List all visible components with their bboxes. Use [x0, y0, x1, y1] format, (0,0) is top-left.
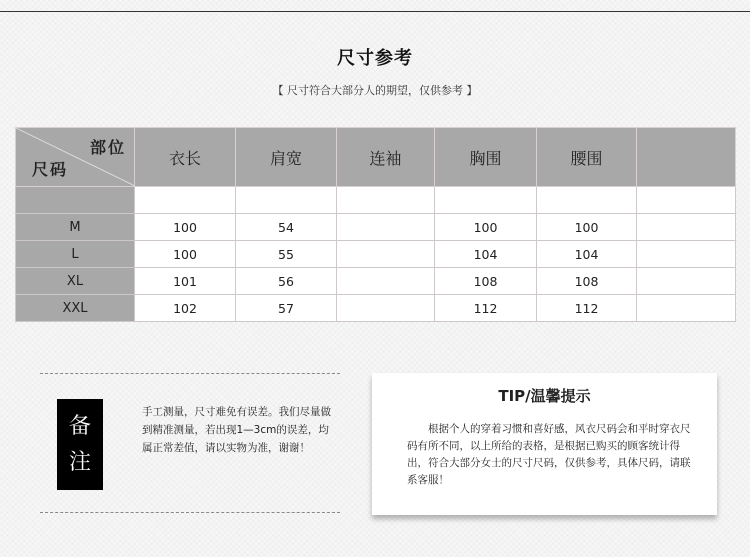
- tip-title: TIP/温馨提示: [498, 387, 591, 405]
- table-cell: [637, 214, 736, 241]
- note-label-char: 注: [68, 449, 91, 475]
- page-subtitle: 【 尺寸符合大部分人的期望，仅供参考 】: [272, 84, 478, 97]
- table-cell: 104: [537, 241, 637, 268]
- table-cell: [337, 214, 435, 241]
- column-header: 胸围: [435, 128, 537, 187]
- table-cell: 55: [236, 241, 337, 268]
- size-label: M: [16, 214, 135, 241]
- top-divider: [0, 11, 750, 12]
- table-corner-cell: [16, 128, 135, 187]
- table-cell: [337, 268, 435, 295]
- table-cell: 108: [537, 268, 637, 295]
- table-cell: 100: [135, 241, 236, 268]
- size-table: [15, 127, 736, 322]
- table-cell: [337, 241, 435, 268]
- table-cell: 56: [236, 268, 337, 295]
- table-cell: 54: [236, 214, 337, 241]
- table-row: [16, 214, 736, 241]
- column-header: 腰围: [537, 128, 637, 187]
- table-row: [16, 241, 736, 268]
- table-cell: [236, 187, 337, 214]
- table-cell: [537, 187, 637, 214]
- table-cell: [337, 187, 435, 214]
- table-cell: 112: [537, 295, 637, 322]
- table-cell: [637, 295, 736, 322]
- note-text: 手工测量，尺寸难免有误差。我们尽量做到精准测量，若出现1—3cm的误差，均属正常差值，请以实物为准，谢谢！: [142, 406, 331, 454]
- corner-label-part: 部位: [89, 138, 126, 157]
- table-cell: [435, 187, 537, 214]
- table-cell: [637, 241, 736, 268]
- tip-card: [372, 373, 717, 515]
- table-cell: [135, 187, 236, 214]
- table-cell: 100: [135, 214, 236, 241]
- table-row: [16, 187, 736, 214]
- note-label-char: 备: [68, 413, 91, 439]
- size-label: [16, 187, 135, 214]
- page-title: 尺寸参考: [337, 48, 413, 69]
- table-header-row: [16, 128, 736, 187]
- column-header: [637, 128, 736, 187]
- size-label: L: [16, 241, 135, 268]
- table-row: [16, 268, 736, 295]
- table-cell: 102: [135, 295, 236, 322]
- table-cell: 108: [435, 268, 537, 295]
- table-cell: 104: [435, 241, 537, 268]
- table-cell: 100: [435, 214, 537, 241]
- tip-text: 根据个人的穿着习惯和喜好感，风衣尺码会和平时穿衣尺码有所不同，以上所给的表格，是根据已购买的顾客统计得出，符合大部分女士的尺寸尺码，仅供参考，具体尺码，请联系客服！: [407, 423, 691, 486]
- column-header: 衣长: [135, 128, 236, 187]
- table-cell: [337, 295, 435, 322]
- size-label: XXL: [16, 295, 135, 322]
- column-header: 连袖: [337, 128, 435, 187]
- table-cell: 100: [537, 214, 637, 241]
- note-top-divider: [40, 373, 340, 374]
- table-cell: 57: [236, 295, 337, 322]
- table-cell: 112: [435, 295, 537, 322]
- size-label: XL: [16, 268, 135, 295]
- table-cell: [637, 268, 736, 295]
- note-bottom-divider: [40, 512, 340, 513]
- column-header: 肩宽: [236, 128, 337, 187]
- note-label-box: [57, 399, 103, 490]
- table-cell: [637, 187, 736, 214]
- table-row: [16, 295, 736, 322]
- table-cell: 101: [135, 268, 236, 295]
- corner-label-size: 尺码: [32, 160, 69, 179]
